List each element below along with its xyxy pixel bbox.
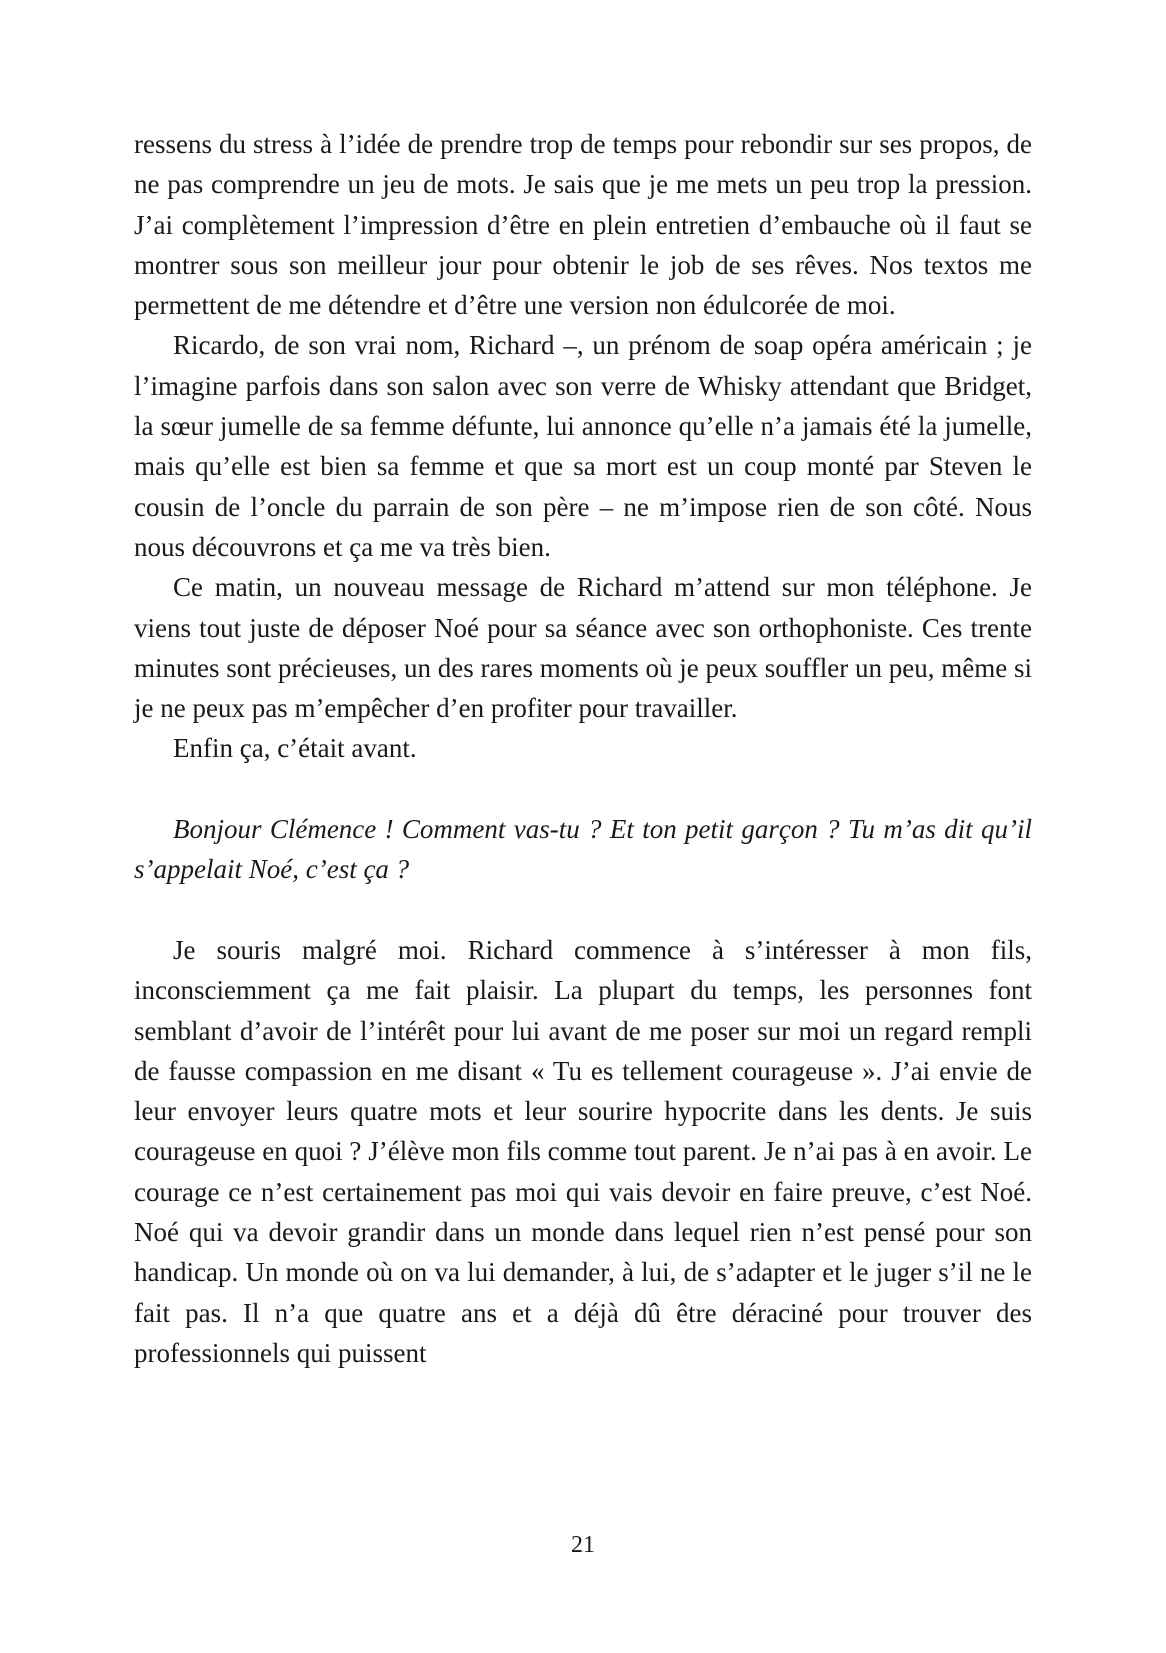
blank-line	[134, 890, 1032, 930]
page-number: 21	[571, 1532, 595, 1558]
paragraph-5: Je souris malgré moi. Richard commence à s’intéresser à mon fils, inconsciemment ça me fait plaisir. La plupart du temps, les personnes font semblant d’avoir de l’intérêt pour lui avant de me poser sur moi un regard rempli de fausse compassion en me disant « Tu es tellement courageuse ». J’ai envie de leur envoyer leurs quatre mots et leur sourire hypocrite dans les dents. Je suis courageuse en quoi ? J’élève mon fils comme tout parent. Je n’ai pas à en avoir. Le courage ce n’est certainement pas moi qui vais devoir en faire preuve, c’est Noé. Noé qui va devoir grandir dans un monde dans lequel rien n’est pensé pour son handicap. Un monde où on va lui demander, à lui, de s’adapter et le juger s’il ne le fait pas. Il n’a que quatre ans et a déjà dû être déraciné pour trouver des professionnels qui puissent	[134, 934, 1032, 1368]
blank-line	[134, 769, 1032, 809]
paragraph-3: Ce matin, un nouveau message de Richard m’attend sur mon téléphone. Je viens tout juste de déposer Noé pour sa séance avec son orthophoniste. Ces trente minutes sont précieuses, un des rares moments où je peux souffler un peu, même si je ne peux pas m’empêcher d’en profiter pour travailler.	[134, 572, 1032, 724]
body-text	[134, 124, 1032, 1373]
message-text: Bonjour Clémence ! Comment vas-tu ? Et ton petit garçon ? Tu m’as dit qu’il s’appelait Noé, c’est ça ?	[134, 814, 1032, 885]
paragraph-1: ressens du stress à l’idée de prendre trop de temps pour rebondir sur ses propos, de ne pas comprendre un jeu de mots. Je sais que je me mets un peu trop la pression. J’ai complètement l’impression d’être en plein entretien d’embauche où il faut se montrer sous son meilleur jour pour obtenir le job de ses rêves. Nos textos me permettent de me détendre et d’être une version non édulcorée de moi.	[134, 129, 1032, 321]
paragraph-2: Ricardo, de son vrai nom, Richard –, un prénom de soap opéra américain ; je l’imagine parfois dans son salon avec son verre de Whisky attendant que Bridget, la sœur jumelle de sa femme défunte, lui annonce qu’elle n’a jamais été la jumelle, mais qu’elle est bien sa femme et que sa mort est un coup monté par Steven le cousin de l’oncle du parrain de son père – ne m’impose rien de son côté. Nous nous découvrons et ça me va très bien.	[134, 330, 1032, 562]
paragraph-4: Enfin ça, c’était avant.	[173, 733, 417, 764]
